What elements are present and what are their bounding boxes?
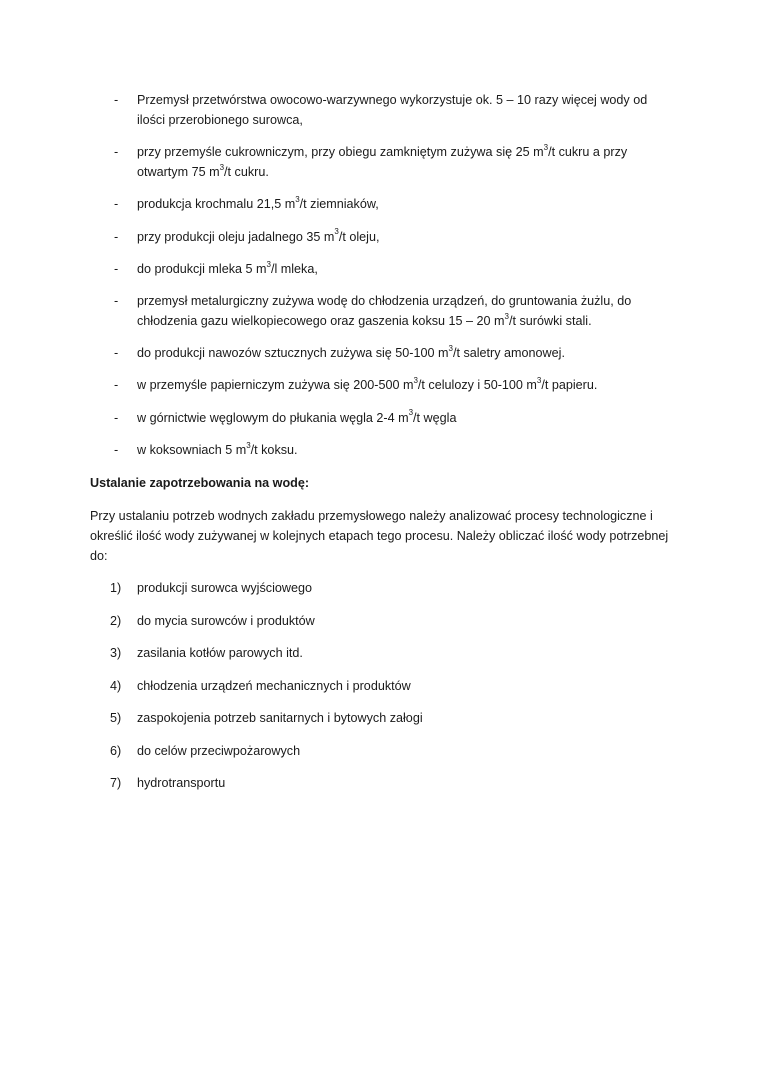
list-marker: - (114, 145, 119, 160)
list-item (90, 643, 675, 663)
text-segment: przy przemyśle cukrowniczym, przy obiegu zamkniętym zużywa się 25 m (137, 145, 544, 160)
list-item-text (137, 197, 379, 211)
text-segment: w koksowniach 5 m (137, 442, 247, 457)
list-marker: - (114, 229, 119, 244)
text-segment: przemysł metalurgiczny zużywa wodę do chłodzenia urządzeń, do gruntowania żużlu, do chłodzenia gazu wielkopiecowego oraz gaszenia koksu 15 – 20 m (137, 293, 632, 328)
list-item (90, 227, 675, 247)
list-item-text (137, 440, 298, 457)
list-item-text (137, 227, 380, 244)
text-segment: /t cukru. (224, 165, 269, 180)
list-item (90, 741, 675, 761)
list-marker: - (114, 93, 119, 107)
superscript: 3 (266, 259, 271, 269)
list-number: 7) (110, 776, 122, 790)
list-item-text: chłodzenia urządzeń mechanicznych i produktów (137, 678, 411, 693)
text-segment: produkcja krochmalu 21,5 m (137, 197, 296, 212)
list-item (90, 343, 675, 363)
list-item (90, 375, 675, 395)
superscript: 3 (413, 376, 418, 386)
text-segment: Przemysł przetwórstwa owocowo-warzywnego wykorzystuje ok. 5 – 10 razy więcej wody od ilości przerobionego surowca, (137, 93, 648, 127)
list-item (90, 194, 675, 214)
section-paragraph: Przy ustalaniu potrzeb wodnych zakładu przemysłowego należy analizować procesy technologiczne i określić ilość wody zużywanej w kolejnych etapach tego procesu. Należy obliczać ilość wody potrzebnej do: (90, 509, 669, 563)
list-item-text: produkcji surowca wyjściowego (137, 581, 312, 595)
list-item-text: zaspokojenia potrzeb sanitarnych i bytowych załogi (137, 711, 423, 725)
water-needs-list (90, 578, 675, 806)
list-item (90, 142, 675, 182)
list-item (90, 676, 675, 696)
text-segment: /t cukru a przy otwartym 75 m (137, 145, 628, 180)
superscript: 3 (408, 408, 414, 418)
text-segment: /t oleju, (338, 229, 380, 244)
superscript: 3 (543, 143, 549, 152)
superscript: 3 (334, 227, 339, 237)
section-heading: Ustalanie zapotrzebowania na wodę: (90, 476, 310, 490)
list-marker: - (114, 378, 119, 393)
list-number: 1) (110, 581, 122, 595)
superscript: 3 (219, 163, 225, 172)
list-item-text: do celów przeciwpożarowych (137, 743, 301, 758)
list-marker: - (114, 293, 119, 308)
list-item-text (137, 294, 631, 328)
text-segment: przy produkcji oleju jadalnego 35 m (137, 229, 335, 244)
list-item-text (137, 378, 597, 392)
list-marker: - (114, 197, 119, 212)
text-segment: /l mleka, (270, 261, 318, 276)
list-item (90, 440, 675, 460)
list-item-text (137, 343, 565, 361)
text-segment: /t węgla (413, 410, 457, 425)
text-segment: /t saletry amonowej. (452, 346, 565, 361)
superscript: 3 (504, 311, 509, 321)
text-segment: w przemyśle papierniczym zużywa się 200-500 m (137, 378, 414, 393)
list-marker: - (114, 261, 119, 276)
text-segment: /t surówki stali. (509, 313, 592, 328)
text-segment: /t celulozy i 50-100 m (417, 378, 537, 393)
superscript: 3 (448, 343, 453, 353)
superscript: 3 (246, 440, 251, 450)
list-number: 2) (110, 613, 122, 628)
text-segment: do produkcji mleka 5 m (137, 261, 267, 276)
list-item-text: hydrotransportu (137, 776, 226, 790)
list-item-text: do mycia surowców i produktów (137, 613, 315, 628)
list-item-text (137, 145, 627, 179)
text-segment: do produkcji nawozów sztucznych zużywa się 50-100 m (137, 346, 449, 361)
text-segment: /t papieru. (541, 378, 598, 393)
text-segment: /t ziemniaków, (299, 197, 379, 212)
text-segment: /t koksu. (250, 442, 298, 457)
list-number: 3) (110, 646, 122, 660)
list-item (90, 408, 675, 428)
list-number: 4) (110, 678, 122, 693)
list-item-text (137, 259, 318, 276)
list-item (90, 90, 675, 130)
list-item (90, 611, 675, 631)
water-usage-list (90, 90, 675, 472)
list-marker: - (114, 346, 119, 361)
list-item-text (137, 408, 457, 425)
list-marker: - (114, 410, 119, 425)
superscript: 3 (536, 376, 542, 386)
list-item (90, 578, 675, 598)
list-number: 5) (110, 711, 122, 725)
text-segment: w górnictwie węglowym do płukania węgla 2-4 m (137, 410, 409, 425)
list-item-text: zasilania kotłów parowych itd. (137, 646, 303, 660)
list-item-text (137, 93, 647, 127)
list-item (90, 259, 675, 279)
superscript: 3 (295, 195, 300, 205)
list-item (90, 291, 675, 331)
list-item (90, 773, 675, 793)
list-item (90, 708, 675, 728)
list-marker: - (114, 442, 119, 457)
list-number: 6) (110, 743, 122, 758)
